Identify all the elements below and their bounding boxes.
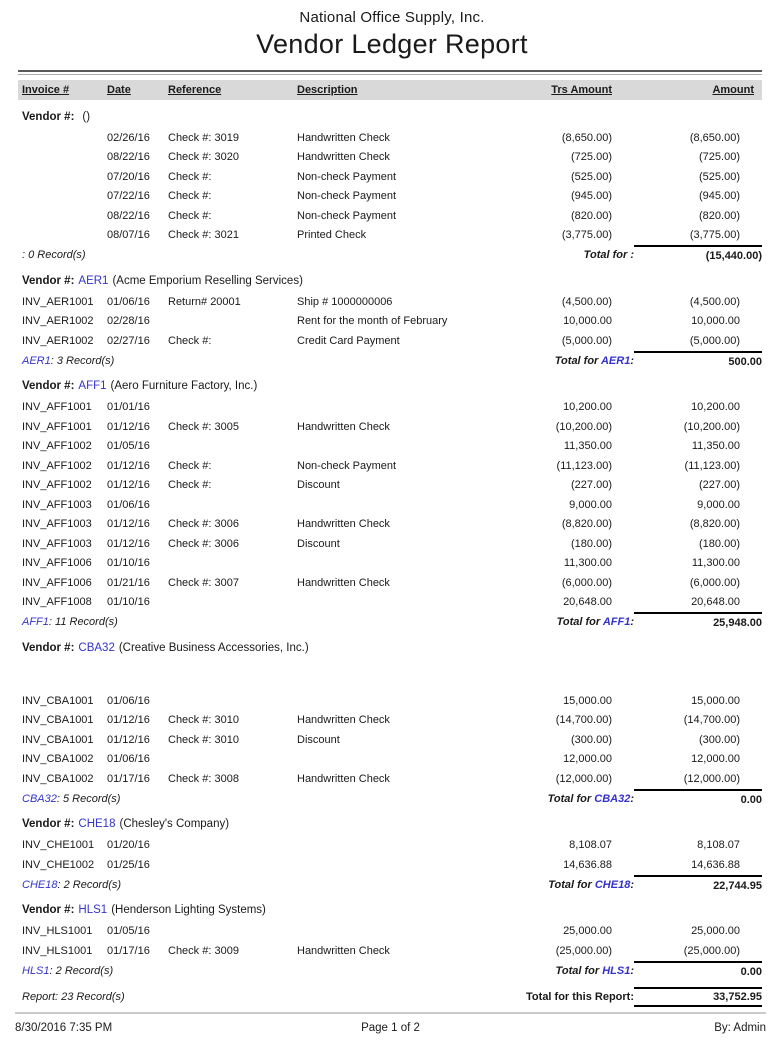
vendor-total-amount: 0.00 xyxy=(634,789,762,809)
total-label-code: CHE18 xyxy=(594,878,631,891)
vendor-name: (Acme Emporium Reselling Services) xyxy=(112,274,303,287)
cell-amount: (5,000.00) xyxy=(689,334,740,347)
cell-date: 01/10/16 xyxy=(107,596,150,609)
cell-trs: (5,000.00) xyxy=(561,334,612,347)
vendor-records-count xyxy=(22,793,358,805)
cell-date: 08/22/16 xyxy=(107,209,150,222)
ledger-row xyxy=(22,206,740,226)
vendor-name: (Creative Business Accessories, Inc.) xyxy=(118,641,309,654)
vendor-rows xyxy=(22,691,740,789)
footer-generated-by: By: Admin xyxy=(714,1022,766,1034)
cell-trs: (725.00) xyxy=(571,151,612,164)
total-label-suffix: : xyxy=(630,792,634,805)
vendor-records-code: CBA32 xyxy=(22,792,57,805)
cell-reference: Return# 20001 xyxy=(168,295,241,308)
cell-reference: Check #: 3010 xyxy=(168,733,239,746)
cell-date: 02/27/16 xyxy=(107,334,150,347)
vendor-section xyxy=(0,901,784,981)
vendor-records-count xyxy=(22,879,358,891)
cell-invoice: INV_AFF1008 xyxy=(22,596,92,609)
cell-description: Discount xyxy=(297,733,340,746)
cell-date: 01/12/16 xyxy=(107,537,150,550)
cell-invoice: INV_AFF1001 xyxy=(22,420,92,433)
cell-amount: (3,775.00) xyxy=(689,229,740,242)
vendor-code: CHE18 xyxy=(78,818,116,830)
cell-amount: 15,000.00 xyxy=(691,694,740,707)
report-total-amount: 33,752.95 xyxy=(634,987,762,1007)
vendor-records-text: : 3 Record(s) xyxy=(50,354,115,367)
vendor-header xyxy=(22,377,784,396)
vendor-rows xyxy=(22,292,740,351)
vendor-total-label xyxy=(358,879,634,891)
cell-description: Non-check Payment xyxy=(297,459,397,472)
total-label-code: HLS1 xyxy=(602,964,631,977)
cell-date: 01/21/16 xyxy=(107,576,150,589)
cell-trs: (11,123.00) xyxy=(556,459,612,472)
cell-date: 01/06/16 xyxy=(107,694,150,707)
total-label-suffix: : xyxy=(630,616,634,628)
column-header-reference: Reference xyxy=(168,84,222,96)
vendor-total-amount: 500.00 xyxy=(634,351,762,371)
total-label-suffix: : xyxy=(630,249,634,261)
total-label-suffix: : xyxy=(630,878,634,891)
column-header-invoice: Invoice # xyxy=(22,84,70,96)
total-label-suffix: : xyxy=(630,354,634,367)
ledger-row xyxy=(22,730,740,750)
vendor-total-label xyxy=(358,249,634,261)
ledger-row xyxy=(22,437,740,457)
footer-page-number: Page 1 of 2 xyxy=(361,1022,420,1034)
ledger-row xyxy=(22,922,740,942)
header-rule-dark xyxy=(18,70,762,72)
column-header-amount: Amount xyxy=(712,84,754,96)
vendor-rows xyxy=(22,128,740,245)
vendor-total-amount: 0.00 xyxy=(634,961,762,981)
cell-amount: (227.00) xyxy=(699,479,740,492)
ledger-row xyxy=(22,476,740,496)
cell-trs: (180.00) xyxy=(571,537,612,550)
ledger-row xyxy=(22,312,740,332)
cell-date: 01/12/16 xyxy=(107,733,150,746)
cell-amount: 11,300.00 xyxy=(691,557,740,570)
total-label-code: CBA32 xyxy=(594,792,631,805)
vendor-section xyxy=(0,107,784,265)
vendor-number-label: Vendor #: xyxy=(22,641,75,654)
cell-reference: Check #: 3006 xyxy=(168,537,239,550)
vendor-total-row xyxy=(22,351,762,371)
cell-date: 07/22/16 xyxy=(107,190,150,203)
cell-amount: 14,636.88 xyxy=(691,858,740,871)
cell-invoice: INV_CHE1001 xyxy=(22,839,95,852)
ledger-row xyxy=(22,456,740,476)
cell-invoice: INV_CBA1002 xyxy=(22,753,94,766)
page-footer xyxy=(15,1012,766,1034)
vendor-code: HLS1 xyxy=(78,904,108,916)
cell-date: 08/22/16 xyxy=(107,151,150,164)
total-label-prefix: Total for xyxy=(555,964,603,977)
report-title: Vendor Ledger Report xyxy=(256,29,528,59)
cell-amount: (8,650.00) xyxy=(689,131,740,144)
cell-trs: 10,000.00 xyxy=(563,315,612,328)
cell-trs: 25,000.00 xyxy=(563,925,612,938)
total-label-prefix: Total for xyxy=(556,616,603,628)
cell-trs: (525.00) xyxy=(571,170,612,183)
cell-trs: (8,820.00) xyxy=(561,518,612,531)
vendor-code: AFF1 xyxy=(78,380,107,392)
vendor-code: AER1 xyxy=(78,274,109,287)
vendor-records-text: : 2 Record(s) xyxy=(57,878,122,891)
cell-trs: (820.00) xyxy=(571,209,612,222)
cell-invoice: INV_CBA1001 xyxy=(22,733,94,746)
cell-reference: Check #: 3009 xyxy=(168,944,239,957)
vendor-number-label: Vendor #: xyxy=(22,904,75,916)
vendor-records-text: : 11 Record(s) xyxy=(48,616,118,628)
ledger-row xyxy=(22,691,740,711)
total-label-prefix: Total for xyxy=(547,792,595,805)
ledger-row xyxy=(22,398,740,418)
cell-description: Non-check Payment xyxy=(297,209,397,222)
cell-trs: (25,000.00) xyxy=(555,944,612,957)
cell-invoice: INV_AER1002 xyxy=(22,334,94,347)
total-label-prefix: Total for xyxy=(548,878,595,891)
cell-trs: 11,350.00 xyxy=(563,440,612,453)
cell-amount: (4,500.00) xyxy=(689,295,740,308)
cell-description: Handwritten Check xyxy=(297,576,390,589)
cell-description: Handwritten Check xyxy=(297,420,390,433)
ledger-row xyxy=(22,855,740,875)
cell-date: 08/07/16 xyxy=(107,229,150,242)
cell-invoice: INV_CBA1001 xyxy=(22,694,94,707)
cell-date: 02/28/16 xyxy=(107,315,150,328)
cell-trs: (227.00) xyxy=(571,479,612,492)
cell-description: Handwritten Check xyxy=(297,714,390,727)
cell-date: 01/17/16 xyxy=(107,772,150,785)
vendor-total-amount: (15,440.00) xyxy=(634,245,762,265)
total-label-code: AER1 xyxy=(600,354,631,367)
vendor-name: (Henderson Lighting Systems) xyxy=(111,904,266,916)
cell-trs: (300.00) xyxy=(571,733,612,746)
column-header-trs-amount: Trs Amount xyxy=(551,84,612,96)
cell-invoice: INV_AFF1002 xyxy=(22,440,92,453)
cell-date: 01/01/16 xyxy=(107,401,150,414)
cell-trs: 14,636.88 xyxy=(563,858,612,871)
cell-description: Printed Check xyxy=(297,229,367,242)
cell-date: 01/05/16 xyxy=(107,440,150,453)
cell-reference: Check #: xyxy=(168,170,212,183)
footer-datetime: 8/30/2016 7:35 PM xyxy=(15,1022,113,1034)
vendor-total-amount: 25,948.00 xyxy=(634,612,762,632)
company-name: National Office Supply, Inc. xyxy=(299,9,485,26)
cell-trs: (4,500.00) xyxy=(561,295,612,308)
cell-description: Non-check Payment xyxy=(297,190,397,203)
cell-description: Credit Card Payment xyxy=(297,334,400,347)
cell-reference: Check #: 3007 xyxy=(168,576,239,589)
vendor-rows xyxy=(22,836,740,875)
ledger-row xyxy=(22,148,740,168)
ledger-row xyxy=(22,331,740,351)
cell-reference: Check #: 3005 xyxy=(168,420,239,433)
cell-invoice: INV_AFF1003 xyxy=(22,498,92,511)
cell-invoice: INV_AER1002 xyxy=(22,315,94,328)
cell-date: 01/12/16 xyxy=(107,479,150,492)
cell-trs: (3,775.00) xyxy=(561,229,612,242)
cell-date: 01/25/16 xyxy=(107,858,150,871)
cell-invoice: INV_AFF1006 xyxy=(22,557,92,570)
cell-invoice: INV_AFF1006 xyxy=(22,576,92,589)
cell-description: Non-check Payment xyxy=(297,170,397,183)
cell-description: Handwritten Check xyxy=(297,772,390,785)
cell-reference: Check #: 3008 xyxy=(168,772,239,785)
header-rule-light xyxy=(18,74,762,75)
vendor-total-row xyxy=(22,875,762,895)
cell-trs: 9,000.00 xyxy=(569,498,612,511)
total-label-suffix: : xyxy=(630,964,634,977)
vendor-number-label: Vendor #: xyxy=(22,274,75,287)
vendor-header xyxy=(22,638,784,657)
report-total-row xyxy=(22,987,762,1007)
cell-reference: Check #: 3019 xyxy=(168,131,239,144)
total-label-prefix: Total for xyxy=(583,249,631,261)
cell-trs: 10,200.00 xyxy=(563,401,612,414)
vendor-rows xyxy=(22,398,740,613)
ledger-row xyxy=(22,573,740,593)
vendor-name: (Aero Furniture Factory, Inc.) xyxy=(110,380,258,392)
cell-reference: Check #: xyxy=(168,459,212,472)
vendor-section xyxy=(0,815,784,895)
cell-date: 01/06/16 xyxy=(107,498,150,511)
vendor-number-label: Vendor #: xyxy=(22,380,75,392)
cell-date: 07/20/16 xyxy=(107,170,150,183)
vendor-number-label: Vendor #: xyxy=(22,110,75,123)
cell-amount: (11,123.00) xyxy=(684,459,740,472)
cell-trs: (6,000.00) xyxy=(561,576,612,589)
cell-date: 01/12/16 xyxy=(107,420,150,433)
cell-date: 01/17/16 xyxy=(107,944,150,957)
cell-date: 01/06/16 xyxy=(107,753,150,766)
ledger-row xyxy=(22,593,740,613)
cell-amount: 9,000.00 xyxy=(697,498,740,511)
vendor-records-count xyxy=(22,965,358,977)
cell-trs: (945.00) xyxy=(571,190,612,203)
vendor-records-code: AER1 xyxy=(22,354,51,367)
cell-description: Discount xyxy=(297,479,340,492)
vendor-total-label xyxy=(358,793,634,805)
vendor-section xyxy=(0,638,784,809)
report-records-count: Report: 23 Record(s) xyxy=(22,990,125,1003)
cell-amount: (12,000.00) xyxy=(683,772,740,785)
ledger-row xyxy=(22,534,740,554)
vendor-sections xyxy=(0,107,784,981)
vendor-total-label xyxy=(358,355,634,367)
vendor-rows xyxy=(22,922,740,961)
vendor-records-text: : 5 Record(s) xyxy=(56,792,121,805)
column-header-description: Description xyxy=(297,84,358,96)
cell-trs: 8,108.07 xyxy=(569,839,612,852)
cell-trs: (14,700.00) xyxy=(555,714,612,727)
cell-reference: Check #: xyxy=(168,334,212,347)
vendor-records-code: AFF1 xyxy=(22,616,49,628)
ledger-row xyxy=(22,836,740,856)
cell-amount: 12,000.00 xyxy=(691,753,740,766)
cell-amount: (525.00) xyxy=(699,170,740,183)
vendor-name: (Chesley's Company) xyxy=(119,818,230,830)
cell-date: 01/05/16 xyxy=(107,925,150,938)
total-label-code: AFF1 xyxy=(602,616,631,628)
vendor-header xyxy=(22,107,784,126)
vendor-records-text: : 0 Record(s) xyxy=(22,249,86,261)
vendor-records-count xyxy=(22,249,358,261)
ledger-row xyxy=(22,711,740,731)
vendor-header xyxy=(22,901,784,920)
ledger-row xyxy=(22,554,740,574)
report-total-label: Total for this Report: xyxy=(526,990,634,1003)
cell-reference: Check #: 3020 xyxy=(168,151,239,164)
ledger-row xyxy=(22,226,740,246)
cell-amount: (25,000.00) xyxy=(683,944,740,957)
cell-invoice: INV_AFF1002 xyxy=(22,459,92,472)
cell-amount: (6,000.00) xyxy=(689,576,740,589)
cell-amount: (945.00) xyxy=(699,190,740,203)
vendor-total-row xyxy=(22,789,762,809)
cell-description: Discount xyxy=(297,537,340,550)
vendor-total-row xyxy=(22,245,762,265)
cell-trs: 11,300.00 xyxy=(563,557,612,570)
cell-amount: 10,000.00 xyxy=(691,315,740,328)
cell-amount: (725.00) xyxy=(699,151,740,164)
cell-trs: 12,000.00 xyxy=(563,753,612,766)
ledger-row xyxy=(22,941,740,961)
vendor-total-label xyxy=(358,965,634,977)
cell-amount: (300.00) xyxy=(699,733,740,746)
cell-reference: Check #: 3006 xyxy=(168,518,239,531)
cell-reference: Check #: xyxy=(168,190,212,203)
cell-trs: (10,200.00) xyxy=(555,420,612,433)
column-header-bar xyxy=(18,80,762,100)
cell-description: Handwritten Check xyxy=(297,131,390,144)
vendor-total-amount: 22,744.95 xyxy=(634,875,762,895)
ledger-row xyxy=(22,769,740,789)
ledger-row xyxy=(22,417,740,437)
ledger-row xyxy=(22,750,740,770)
cell-invoice: INV_HLS1001 xyxy=(22,944,93,957)
cell-description: Ship # 1000000006 xyxy=(297,295,393,308)
cell-amount: 10,200.00 xyxy=(691,401,740,414)
ledger-row xyxy=(22,292,740,312)
cell-description: Handwritten Check xyxy=(297,944,390,957)
vendor-total-label xyxy=(358,616,634,628)
cell-invoice: INV_AFF1003 xyxy=(22,518,92,531)
vendor-header xyxy=(22,271,784,290)
column-header-date: Date xyxy=(107,84,131,96)
cell-description: Rent for the month of February xyxy=(297,315,448,328)
cell-amount: (180.00) xyxy=(699,537,740,550)
total-label-prefix: Total for xyxy=(554,354,601,367)
vendor-total-row xyxy=(22,961,762,981)
cell-amount: (820.00) xyxy=(699,209,740,222)
cell-trs: 15,000.00 xyxy=(563,694,612,707)
cell-date: 02/26/16 xyxy=(107,131,150,144)
cell-description: Handwritten Check xyxy=(297,151,390,164)
ledger-row xyxy=(22,167,740,187)
cell-amount: 11,350.00 xyxy=(691,440,740,453)
cell-invoice: INV_AER1001 xyxy=(22,295,94,308)
cell-trs: 20,648.00 xyxy=(563,596,612,609)
cell-amount: 20,648.00 xyxy=(691,596,740,609)
vendor-records-code: HLS1 xyxy=(22,964,50,977)
cell-reference: Check #: xyxy=(168,209,212,222)
cell-invoice: INV_AFF1002 xyxy=(22,479,92,492)
cell-trs: (8,650.00) xyxy=(561,131,612,144)
cell-invoice: INV_CHE1002 xyxy=(22,858,95,871)
vendor-section xyxy=(0,271,784,371)
vendor-records-code: CHE18 xyxy=(22,878,58,891)
cell-amount: (10,200.00) xyxy=(683,420,740,433)
cell-date: 01/12/16 xyxy=(107,459,150,472)
cell-date: 01/10/16 xyxy=(107,557,150,570)
vendor-records-count xyxy=(22,616,358,628)
cell-invoice: INV_HLS1001 xyxy=(22,925,93,938)
cell-invoice: INV_AFF1001 xyxy=(22,401,92,414)
vendor-name: () xyxy=(82,110,91,123)
ledger-row xyxy=(22,128,740,148)
cell-invoice: INV_CBA1001 xyxy=(22,714,94,727)
cell-invoice: INV_CBA1002 xyxy=(22,772,94,785)
cell-reference: Check #: xyxy=(168,479,212,492)
vendor-number-label: Vendor #: xyxy=(22,818,75,830)
cell-amount: (8,820.00) xyxy=(689,518,740,531)
cell-trs: (12,000.00) xyxy=(555,772,612,785)
vendor-header xyxy=(22,815,784,834)
vendor-total-row xyxy=(22,612,762,632)
cell-date: 01/12/16 xyxy=(107,714,150,727)
cell-date: 01/06/16 xyxy=(107,295,150,308)
cell-amount: 8,108.07 xyxy=(697,839,740,852)
cell-date: 01/12/16 xyxy=(107,518,150,531)
vendor-code: CBA32 xyxy=(78,641,115,654)
vendor-records-text: : 2 Record(s) xyxy=(49,964,114,977)
cell-reference: Check #: 3021 xyxy=(168,229,239,242)
cell-amount: 25,000.00 xyxy=(691,925,740,938)
cell-amount: (14,700.00) xyxy=(683,714,740,727)
cell-invoice: INV_AFF1003 xyxy=(22,537,92,550)
ledger-row xyxy=(22,187,740,207)
vendor-section xyxy=(0,377,784,633)
cell-description: Handwritten Check xyxy=(297,518,390,531)
cell-date: 01/20/16 xyxy=(107,839,150,852)
cell-reference: Check #: 3010 xyxy=(168,714,239,727)
ledger-row xyxy=(22,495,740,515)
ledger-row xyxy=(22,515,740,535)
vendor-records-count xyxy=(22,355,358,367)
